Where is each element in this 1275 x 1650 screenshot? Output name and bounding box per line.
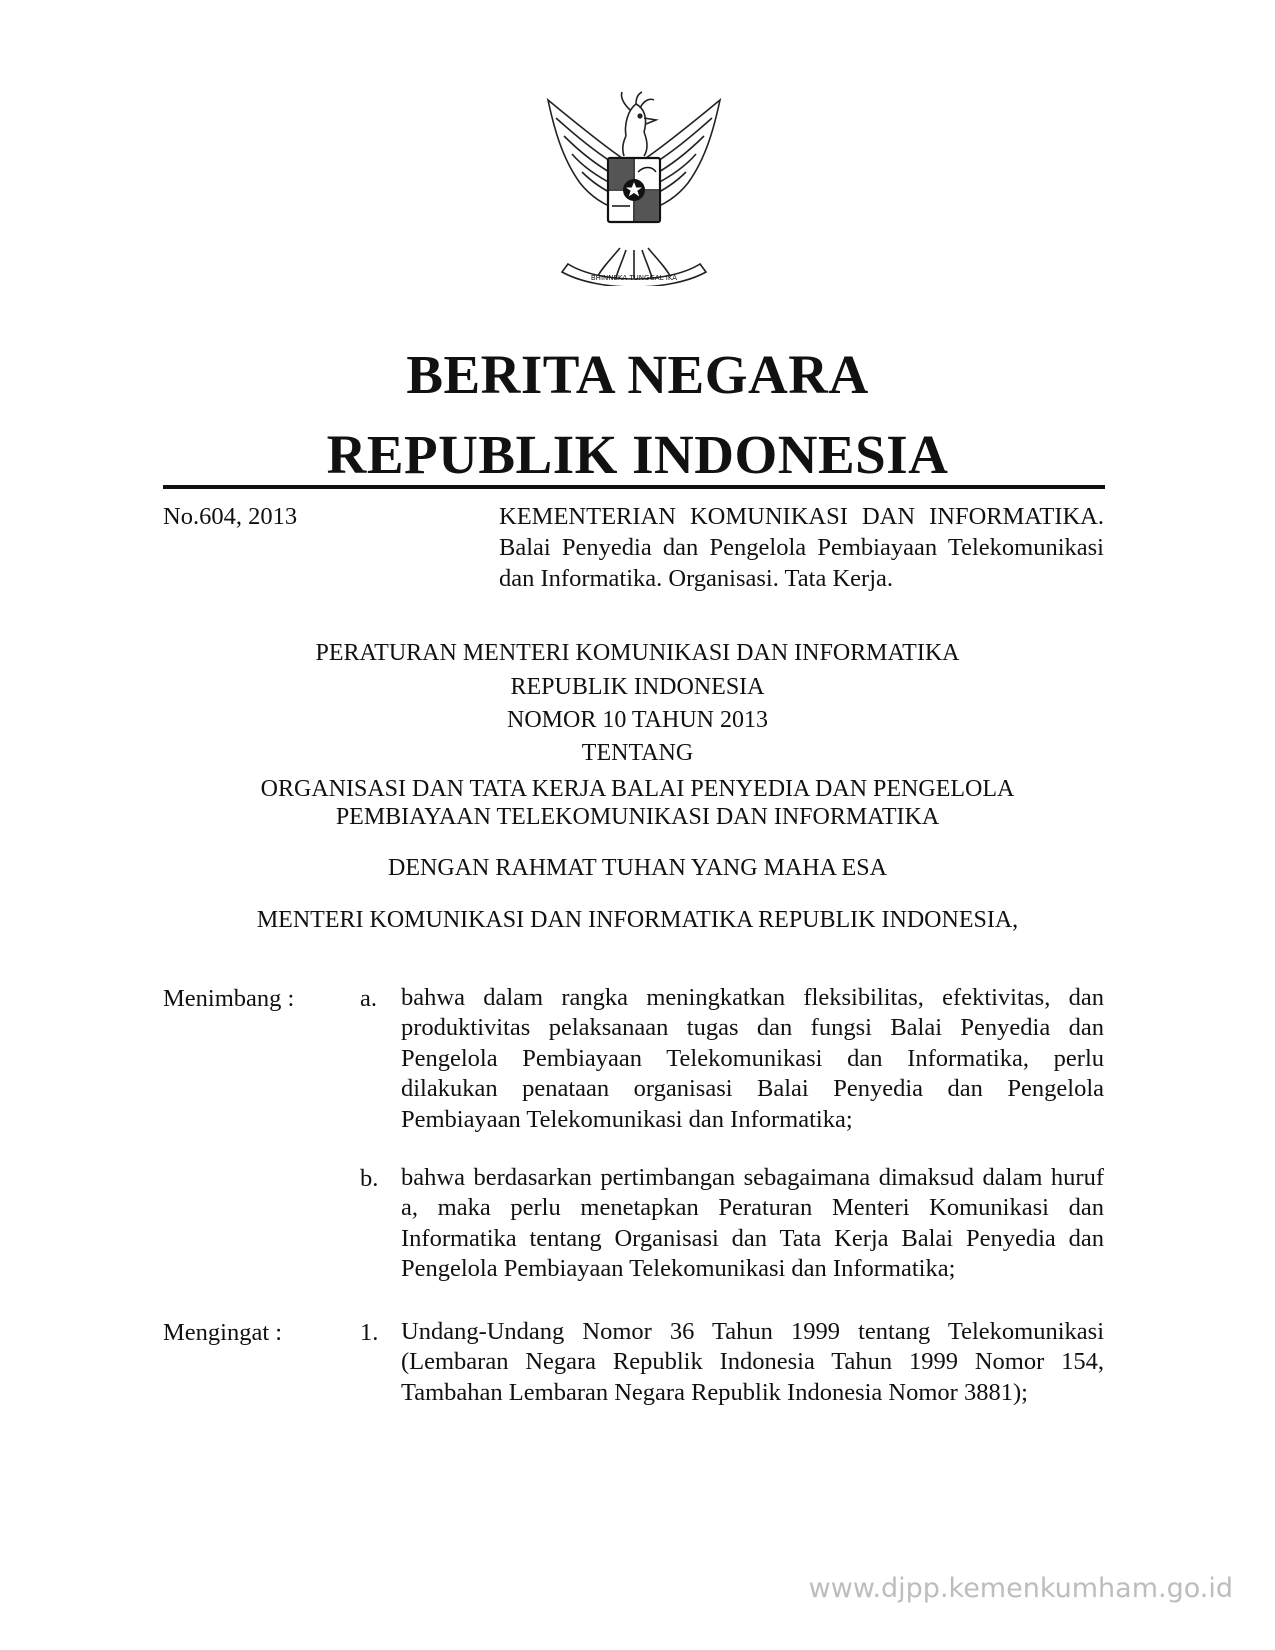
regulation-number: NOMOR 10 TAHUN 2013	[507, 707, 768, 733]
considering-item-a: bahwa dalam rangka meningkatkan fleksibilitas, efektivitas, dan produktivitas pelaksanaan tugas dan fungsi Balai Penyedia dan Pengelola Pembiayaan Telekomunikasi dan Informatika, perlu dilakukan penataan organisasi Balai Penyedia dan Pengelola Pembiayaan Telekomunikasi dan Informatika;	[401, 984, 1104, 1133]
regulation-subject-line1: ORGANISASI DAN TATA KERJA BALAI PENYEDIA DAN PENGELOLA	[260, 776, 1015, 802]
page-title-line2: REPUBLIK INDONESIA	[326, 424, 949, 485]
considering-item-b: bahwa berdasarkan pertimbangan sebagaimana dimaksud dalam huruf a, maka perlu menetapkan Peraturan Menteri Komunikasi dan Informatika tentang Organisasi dan Tata Kerja Balai Penyedia dan Pengelola Pembiayaan Telekomunikasi dan Informatika;	[401, 1164, 1104, 1283]
considering-label: Menimbang :	[163, 985, 295, 1012]
regulation-about: TENTANG	[581, 740, 694, 766]
gazette-description: KEMENTERIAN KOMUNIKASI DAN INFORMATIKA. Balai Penyedia dan Pengelola Pembiayaan Telekomunikasi dan Informatika. Organisasi. Tata Kerja.	[499, 503, 1104, 592]
website-watermark: www.djpp.kemenkumham.go.id	[808, 1573, 1233, 1604]
emblem-motto: BHINNEKA TUNGGAL IKA	[590, 274, 678, 282]
observing-label: Mengingat :	[163, 1319, 283, 1346]
observing-item-1: Undang-Undang Nomor 36 Tahun 1999 tentang Telekomunikasi (Lembaran Negara Republik Indonesia Tahun 1999 Nomor 154, Tambahan Lembaran Negara Republik Indonesia Nomor 3881);	[401, 1318, 1104, 1406]
regulation-blessing: DENGAN RAHMAT TUHAN YANG MAHA ESA	[388, 855, 887, 881]
garuda-emblem-icon	[540, 88, 728, 286]
title-divider	[163, 485, 1105, 489]
regulation-title: PERATURAN MENTERI KOMUNIKASI DAN INFORMATIKA	[315, 640, 960, 666]
page-title-line1: BERITA NEGARA	[406, 344, 869, 405]
regulation-country: REPUBLIK INDONESIA	[510, 674, 765, 700]
regulation-subject-line2: PEMBIAYAAN TELEKOMUNIKASI DAN INFORMATIKA	[335, 804, 940, 830]
observing-marker-1: 1.	[360, 1319, 379, 1346]
gazette-number: No.604, 2013	[163, 503, 298, 530]
considering-marker-a: a.	[360, 985, 377, 1012]
regulation-issuer: MENTERI KOMUNIKASI DAN INFORMATIKA REPUBLIK INDONESIA,	[256, 907, 1019, 933]
considering-marker-b: b.	[360, 1165, 379, 1192]
